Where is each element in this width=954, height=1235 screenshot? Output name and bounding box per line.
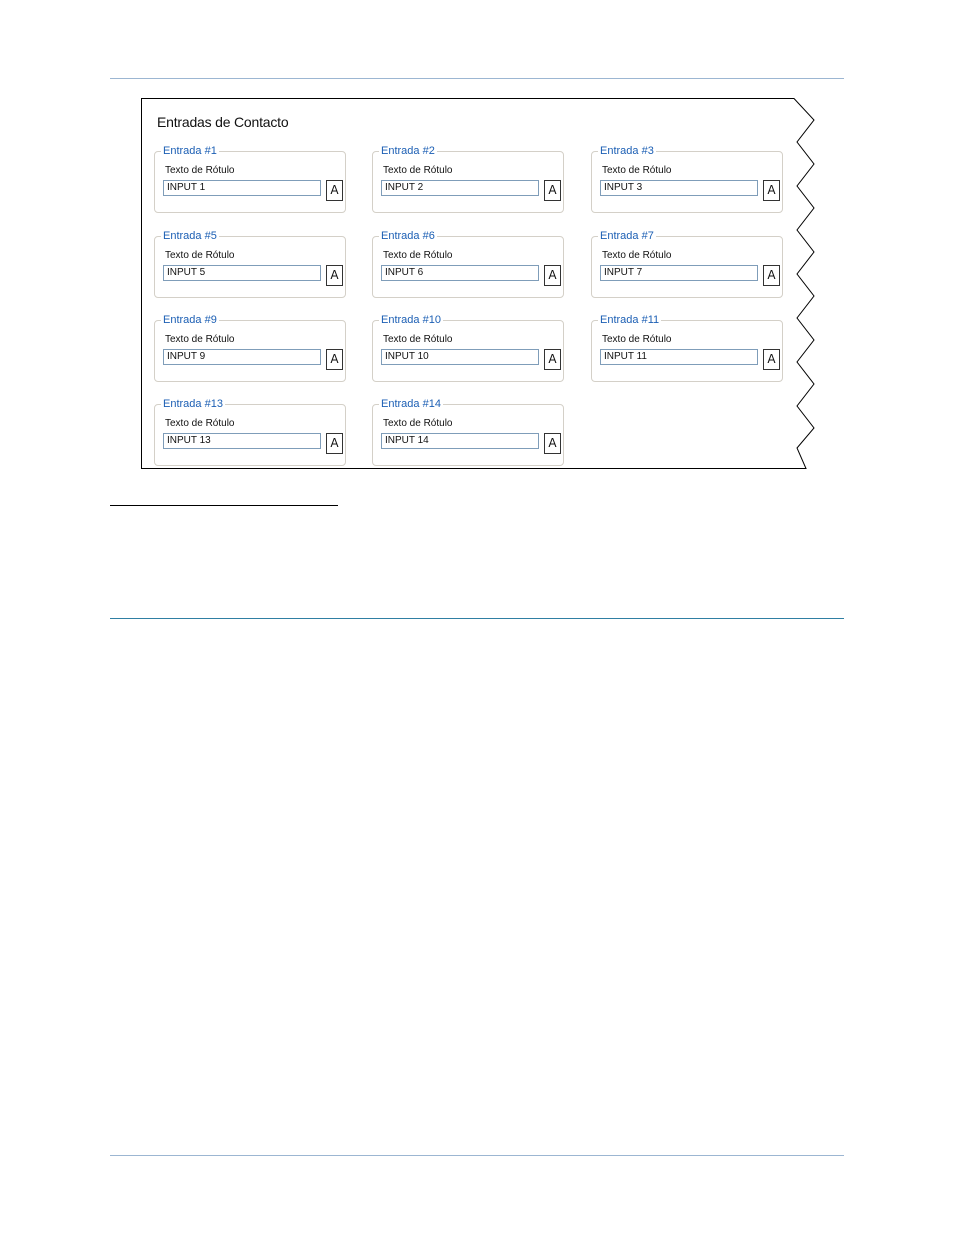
group-entrada-13	[154, 398, 346, 466]
field-label: Texto de Rótulo	[165, 165, 235, 176]
label-text-input[interactable]: INPUT 1	[163, 180, 321, 196]
font-button[interactable]: A	[326, 433, 343, 454]
field-label: Texto de Rótulo	[165, 418, 235, 429]
label-text-input[interactable]: INPUT 11	[600, 349, 758, 365]
font-button[interactable]: A	[326, 265, 343, 286]
group-entrada-7	[591, 230, 783, 298]
font-button[interactable]: A	[544, 265, 561, 286]
group-entrada-14	[372, 398, 564, 466]
field-label: Texto de Rótulo	[165, 334, 235, 345]
label-text-input[interactable]: INPUT 7	[600, 265, 758, 281]
group-entrada-5	[154, 230, 346, 298]
font-button[interactable]: A	[763, 265, 780, 286]
font-button[interactable]: A	[763, 180, 780, 201]
field-label: Texto de Rótulo	[383, 334, 453, 345]
label-text-input[interactable]: INPUT 13	[163, 433, 321, 449]
panel-title: Entradas de Contacto	[157, 114, 289, 130]
field-label: Texto de Rótulo	[602, 250, 672, 261]
group-legend: Entrada #5	[163, 230, 217, 242]
label-text-input[interactable]: INPUT 9	[163, 349, 321, 365]
label-text-input[interactable]: INPUT 10	[381, 349, 539, 365]
font-button[interactable]: A	[544, 349, 561, 370]
group-legend: Entrada #11	[600, 314, 660, 326]
font-button[interactable]: A	[763, 349, 780, 370]
group-legend: Entrada #7	[600, 230, 654, 242]
group-legend: Entrada #2	[381, 145, 435, 157]
label-text-input[interactable]: INPUT 3	[600, 180, 758, 196]
font-button[interactable]: A	[544, 180, 561, 201]
group-entrada-10	[372, 314, 564, 382]
group-legend: Entrada #9	[163, 314, 217, 326]
group-entrada-6	[372, 230, 564, 298]
group-entrada-11	[591, 314, 783, 382]
group-legend: Entrada #10	[381, 314, 441, 326]
footer-rule	[110, 1155, 844, 1156]
group-entrada-3	[591, 145, 783, 213]
label-text-input[interactable]: INPUT 6	[381, 265, 539, 281]
group-entrada-1	[154, 145, 346, 213]
contact-inputs-screenshot	[141, 98, 817, 469]
field-label: Texto de Rótulo	[602, 165, 672, 176]
group-legend: Entrada #14	[381, 398, 441, 410]
group-entrada-9	[154, 314, 346, 382]
label-text-input[interactable]: INPUT 2	[381, 180, 539, 196]
footnote-rule	[110, 505, 338, 506]
group-legend: Entrada #3	[600, 145, 654, 157]
group-legend: Entrada #1	[163, 145, 217, 157]
group-legend: Entrada #13	[163, 398, 223, 410]
label-text-input[interactable]: INPUT 5	[163, 265, 321, 281]
font-button[interactable]: A	[326, 349, 343, 370]
field-label: Texto de Rótulo	[383, 418, 453, 429]
field-label: Texto de Rótulo	[383, 165, 453, 176]
label-text-input[interactable]: INPUT 14	[381, 433, 539, 449]
field-label: Texto de Rótulo	[383, 250, 453, 261]
group-entrada-2	[372, 145, 564, 213]
field-label: Texto de Rótulo	[602, 334, 672, 345]
group-legend: Entrada #6	[381, 230, 435, 242]
font-button[interactable]: A	[326, 180, 343, 201]
section-rule	[110, 618, 844, 619]
font-button[interactable]: A	[544, 433, 561, 454]
header-rule	[110, 78, 844, 79]
field-label: Texto de Rótulo	[165, 250, 235, 261]
